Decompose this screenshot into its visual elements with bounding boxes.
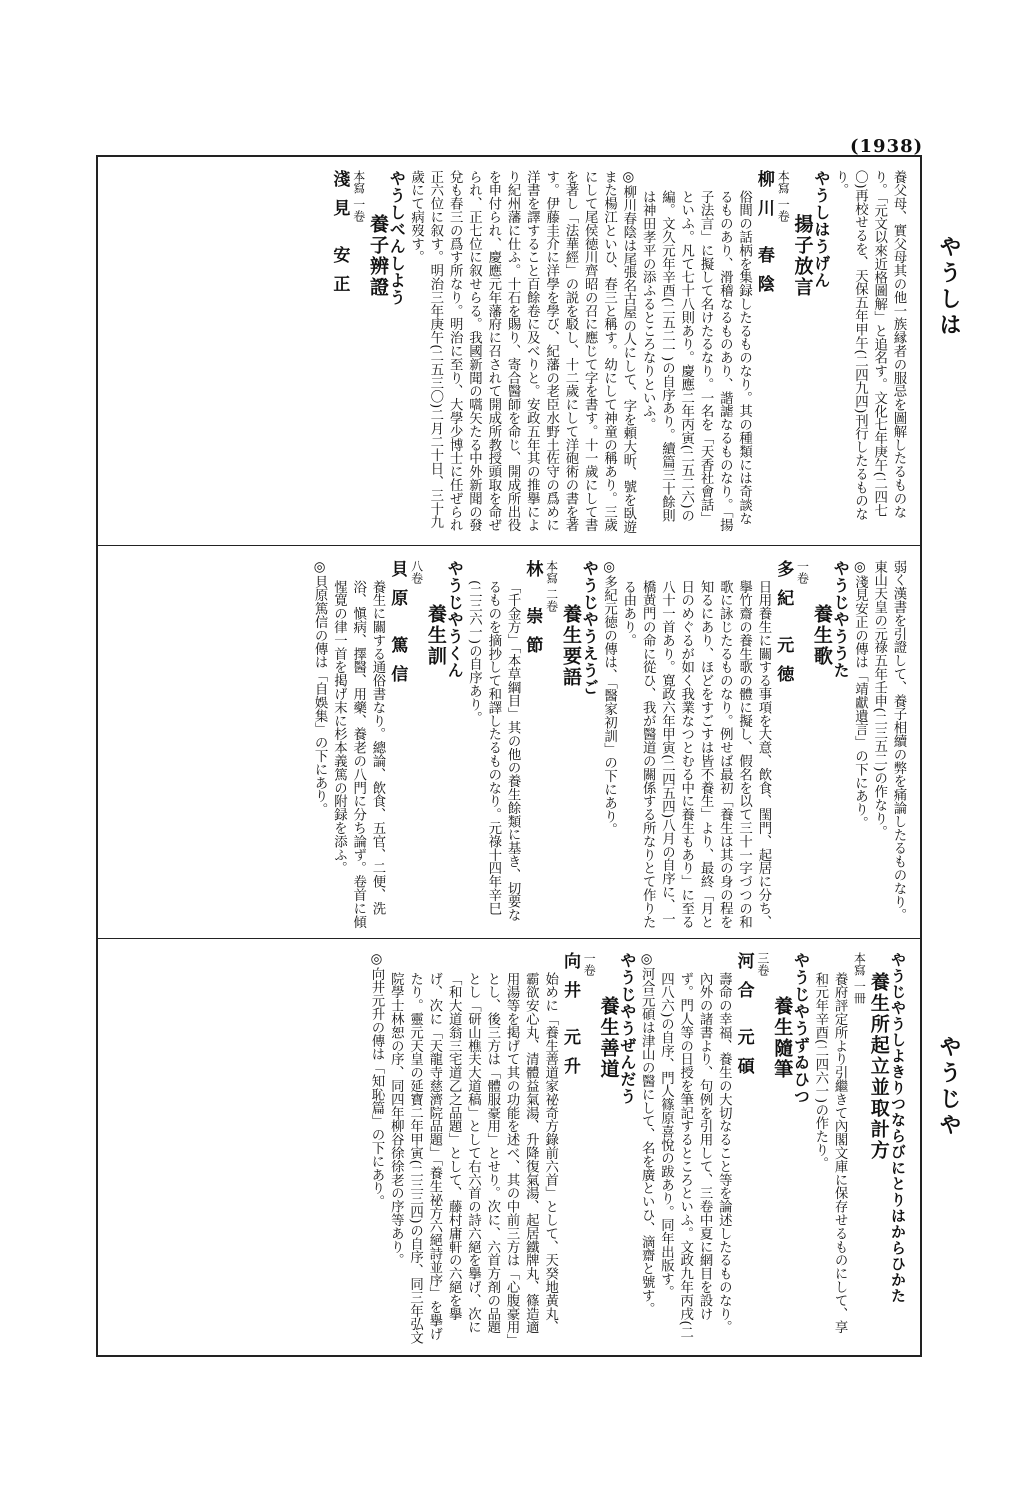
entry-description: 養生に關する通俗書なり。總論、飲食、五官、二便、洗浴、愼病、擇醫、用藥、養老の八門に分ち論ず。卷首に傾惺寛の律一首を掲げ末に杉本義篤の附録を添ふ。 bbox=[331, 580, 385, 929]
tier-divider-2 bbox=[96, 938, 922, 939]
entry-heading-yasi-hougen bbox=[812, 170, 831, 289]
entry-heading-yojo-yogo bbox=[580, 560, 599, 696]
entry-description: 養府評定所より引繼きて內閣文庫に保存せるものにして、享和元年辛酉(二四六一)の作たり。 bbox=[812, 972, 848, 1334]
entry-title-line bbox=[773, 560, 831, 920]
entry-volume: 本寫 一卷 bbox=[776, 170, 791, 222]
entry-volume: 一卷 bbox=[795, 560, 810, 584]
entry-description: 日用養生に關する事項を大意、飲食、閨門、起居に分ち、擧竹齋の養生歌の體に擬し、假名を以て三十一字づつの和歌に詠じたるものなり。例せば最初「養生は其の身の程を知るにあり、ほどをすごすは皆不養生」より、最終「月と日のめぐるが如く我業なつとむる中に養生もあり」に至る八十一首あり。寛政六年甲寅(二四五四)八月の自序に、一橋黄門の命に從ひ、我が醫道の關係する所なりとて作りたる由あり。 bbox=[620, 580, 771, 929]
entry-description: 始めに「養生善道家祕奇方錄前六首」として、天癸地黃丸、霸欲安心丸、清體益氣湯、升降復氣湯、起居鐵牌丸、篠造適用湯等を掲げて其の功能を述べ、其の中前三方は「心腹豪用」とし、後三方は「體服豪用」とせり。次に、六首方剤の品題とし「研山樵夫大道稿」として右六首の詩六絕を擧げ、次に「和大道翁三宅道乙之品題」として、藤村庸軒の六絕を擧げ、次に「天龍寺慈濟院品題」「養生祕方六絕詩並序」を擧げたり。靈元天皇の延寶二年甲寅(二三三四)の自序、同三年弘文院學士林恕の序、同四年柳谷徐徐老の序等あり。 bbox=[388, 972, 558, 1345]
entry-reading: やうじやうしよきりつならびにとりはからひかた bbox=[889, 952, 907, 1304]
entry-title: 養生所起立並取計方 bbox=[867, 972, 890, 1161]
entry-heading-yojo-zendo bbox=[618, 952, 637, 1105]
entry-volume: 本寫 一卷 bbox=[351, 170, 366, 222]
entry-volume: 本寫 二卷 bbox=[544, 560, 559, 612]
author-note: ◎淺見安正の傳は「靖獻遺言」の下にあり。 bbox=[852, 560, 868, 830]
entry-heading-yasi-bensyo bbox=[387, 170, 406, 306]
index-guide-lower: やうじや bbox=[936, 1035, 962, 1139]
entry-author: 柳川 春陰 bbox=[753, 170, 774, 304]
author-note: ◎貝原篤信の傳は「自娛集」の下にあり。 bbox=[312, 560, 328, 817]
author-note: ◎多紀元徳の傳は、「醫家初訓」の下にあり。 bbox=[601, 560, 617, 837]
entry-reading: やうじやうくん bbox=[445, 560, 465, 679]
entry-description: 「千金方」「本草綱目」其の他の養生餘類に基き、切要なるものを摘抄して和譯したるものなり。元祿十四年辛巳(二三六一)の自序あり。 bbox=[466, 580, 521, 922]
entry-author: 淺見 安正 bbox=[329, 170, 350, 304]
entry-reading: やうじやうえうご bbox=[580, 560, 600, 696]
entry-reading: やうじやうずゐひつ bbox=[791, 952, 811, 1105]
entry-title: 養生訓 bbox=[424, 604, 447, 667]
entry-volume: 三卷 bbox=[755, 952, 770, 976]
entry-title-line bbox=[849, 952, 888, 1337]
entry-title: 養生隨筆 bbox=[771, 996, 794, 1080]
page-number: (1938) bbox=[850, 136, 924, 157]
entry-author: 林 崇節 bbox=[522, 560, 543, 665]
entry-title-line bbox=[387, 560, 445, 920]
entry-heading-yojo-syo bbox=[888, 952, 907, 1304]
entry-author: 河合 元碩 bbox=[733, 952, 754, 1086]
entry-title-line bbox=[329, 170, 387, 530]
entry-reading: やうじやううた bbox=[831, 560, 851, 679]
entry-heading-yojo-kun bbox=[445, 560, 464, 679]
tier-bottom bbox=[108, 952, 908, 1347]
entry-volume: 八卷 bbox=[409, 560, 424, 584]
entry-title: 養生歌 bbox=[810, 604, 833, 667]
entry-author: 多紀 元徳 bbox=[773, 560, 794, 694]
entry-title-line bbox=[560, 952, 618, 1337]
entry-title: 養生善道 bbox=[597, 996, 620, 1080]
entry-title: 養生要語 bbox=[559, 604, 582, 688]
entry-author: 貝原 篤信 bbox=[387, 560, 408, 694]
continued-text: 養父母、實父母其の他一族縁者の服忌を圖解したるものなり。「元文以來近格圖解」と追名す。文化七年庚午(二四七〇)再校せるを、天保五年甲午(二四九四)刊行したるものなり。 bbox=[833, 170, 906, 521]
entry-title: 養子辨證 bbox=[366, 214, 389, 298]
author-note: ◎向井元升の傳は「知恥篇」の下にあり。 bbox=[368, 952, 384, 1209]
entry-reading: やうしはうげん bbox=[811, 170, 831, 289]
tier-middle bbox=[108, 560, 908, 930]
entry-title: 揚子放言 bbox=[791, 214, 814, 298]
entry-heading-yojo-zuihitsu bbox=[791, 952, 810, 1105]
entry-title-line bbox=[522, 560, 580, 920]
entry-description: 壽命の幸福、養生の大切なること等を論述したるものなり。內外の諸書より、句例を引用して、三卷中夏に網目を設けず。門人等の日授を筆記するところといふ。文政九年丙戌(二四八六)の自序、門人篠原喜悅の跋あり。同年出版す。 bbox=[658, 972, 732, 1340]
entry-title-line bbox=[754, 170, 812, 530]
entry-reading: やうしべんしよう bbox=[387, 170, 407, 306]
tier-top bbox=[108, 170, 908, 535]
index-guide-upper: やうしは bbox=[936, 235, 962, 339]
author-biography: ◎柳川春陰は尾張名古屋の人にして、字を頼大昕、號を臥遊また楊江といひ、春三と稱す。幼にして神童の稱あり。三歲にして尾侯徳川齊昭の召に應じて字を書す。十一歲にして書を著し「法華經」の説を駁し、十二歲にして洋砲術の書を著す。伊藤圭介に洋學を學び、紀藩の老臣水野土佐守の爲めに洋書を譯すること百餘卷に及べりと。安政五年其の推擧により紀州藩に仕ふ。十石を賜り、寄合醫師を命じ、開成所出役を申付られ、慶應元年藩府に召されて開成所教授頭取を命ぜられ、正七位に叙せらる。我國新聞の嚆矢たる中外新聞の發兌も春三の爲す所なり。明治に至り、大學少博士に任ぜられ正六位に叙す。明治三年庚午(二五三〇)二月二十日、三十九歲にて病歿す。 bbox=[408, 170, 636, 534]
entry-reading: やうじやうぜんだう bbox=[617, 952, 637, 1105]
entry-volume: 一卷 bbox=[582, 952, 597, 976]
tier-divider-1 bbox=[96, 545, 922, 546]
entry-volume: 本寫 一冊 bbox=[852, 952, 867, 1004]
entry-author: 向井 元升 bbox=[559, 952, 580, 1086]
author-note: ◎河合元碩は津山の醫にして、名を廣といひ、滴齋と號す。 bbox=[639, 952, 655, 1316]
entry-description: 俗間の話柄を集録したるものなり。其の種類には奇談なるものあり、滑稽なるものあり、諧謔なるものなり。「揚子法言」に擬して名けたるなり。一名を「天香社會話」といふ。凡て七十八則あり。慶應二年丙寅(二五二六)の編。文久元年辛酉(二五二一)の自序あり。續篇三十餘則は神田孝平の添ふるところなりといふ。 bbox=[640, 190, 752, 532]
continued-text: 弱く漢書を引證して、養子相續の弊を痛論したるものなり。東山天皇の元祿五年壬申(二三五二)の作なり。 bbox=[871, 560, 906, 922]
entry-title-line bbox=[733, 952, 794, 1337]
entry-heading-yojo-uta bbox=[831, 560, 850, 679]
